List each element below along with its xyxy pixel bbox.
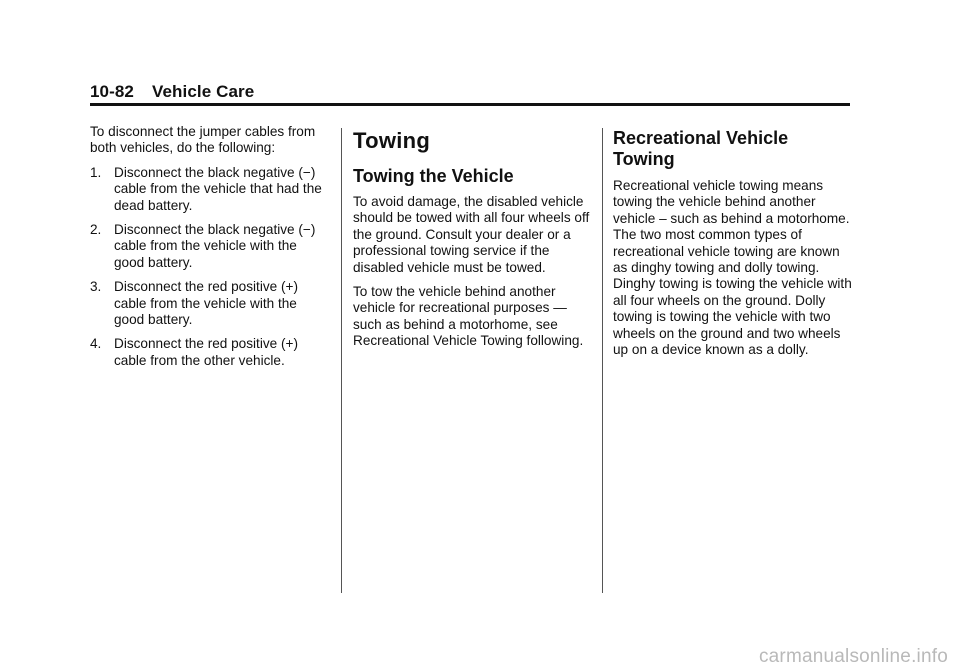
column-divider xyxy=(341,128,342,593)
body-paragraph: Recreational vehicle towing means towing the vehicle behind another vehicle – such as behind a motorhome. The two most common types of recreational vehicle towing are known as dinghy towing and dolly towing. Dinghy towing is towing the vehicle with all four wheels on the ground. Dolly towing is towing the vehicle with two wheels on the ground and two wheels up on a device known as a dolly. xyxy=(613,178,852,358)
subsection-title: Recreational Vehicle Towing xyxy=(613,128,789,169)
step-text: Disconnect the black negative (−) cable from the vehicle with the good battery. xyxy=(114,222,316,270)
steps-list xyxy=(90,165,330,369)
column-2 xyxy=(353,124,593,358)
step-number: 4. xyxy=(90,336,102,352)
step-number: 2. xyxy=(90,222,102,238)
step-text: Disconnect the red positive (+) cable from the other vehicle. xyxy=(114,336,298,368)
list-item xyxy=(90,222,330,271)
list-item xyxy=(90,336,330,369)
column-divider xyxy=(602,128,603,593)
step-number: 3. xyxy=(90,279,102,295)
list-item xyxy=(90,165,330,214)
step-text: Disconnect the black negative (−) cable from the vehicle that had the dead battery. xyxy=(114,164,322,213)
body-paragraph: To avoid damage, the disabled vehicle should be towed with all four wheels off the ground. Consult your dealer or a professional towing service if the disabled vehicle must be towed. xyxy=(353,194,590,275)
column-1 xyxy=(90,124,330,377)
list-item xyxy=(90,279,330,328)
section-title: Towing xyxy=(353,128,431,153)
body-paragraph: To tow the vehicle behind another vehicle for recreational purposes — such as behind a motorhome, see Recreational Vehicle Towing following. xyxy=(353,284,584,349)
chapter-title: Vehicle Care xyxy=(151,82,255,101)
header-title xyxy=(90,82,850,102)
watermark: carmanualsonline.info xyxy=(758,646,948,667)
subsection-title: Towing the Vehicle xyxy=(353,166,514,186)
column-3 xyxy=(613,124,853,366)
step-number: 1. xyxy=(90,164,102,180)
header-rule xyxy=(90,103,850,106)
intro-paragraph: To disconnect the jumper cables from both vehicles, do the following: xyxy=(90,124,316,156)
step-text: Disconnect the red positive (+) cable from the vehicle with the good battery. xyxy=(114,279,298,328)
page-number: 10-82 xyxy=(90,82,134,101)
